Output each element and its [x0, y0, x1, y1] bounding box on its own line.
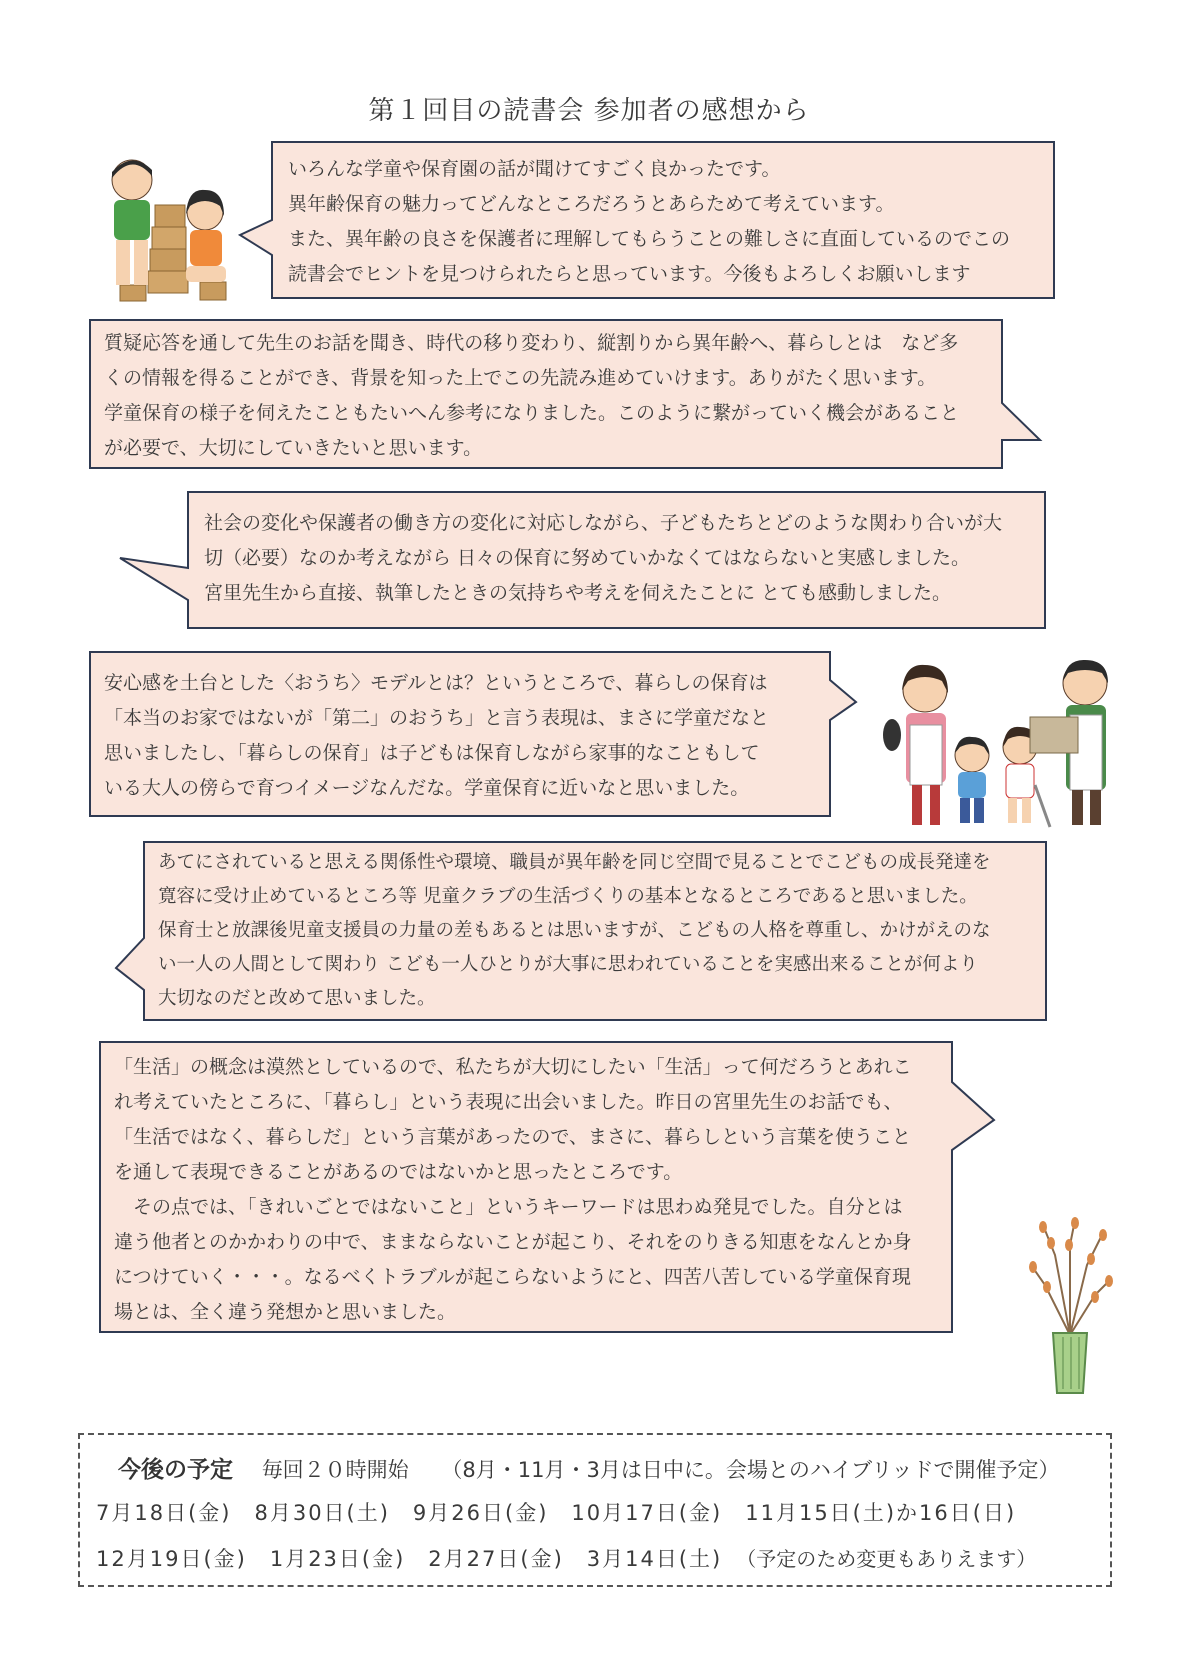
family-housework-illustration [880, 655, 1130, 835]
comment-line: れ考えていたところに、「暮らし」という表現に出会いました。昨日の宮里先生のお話でも、 [114, 1091, 903, 1113]
comment-line: 場とは、全く違う発想かと思いました。 [114, 1301, 457, 1323]
comment-line: くの情報を得ることができ、背景を知った上でこの先読み進めていけます。ありがたく思います。 [104, 367, 937, 389]
comment-bubble-3 [118, 490, 1048, 630]
comment-line: また、異年齢の良さを保護者に理解してもらうことの難しさに直面しているのでこの [288, 228, 1011, 250]
comment-line: 質疑応答を通して先生のお話を聞き、時代の移り変わり、縦割りから異年齢へ、暮らしとは など多 [104, 332, 959, 354]
schedule-header [118, 1451, 1060, 1484]
schedule-box [78, 1433, 1112, 1587]
comment-bubble-6 [98, 1040, 998, 1334]
plant-vase-illustration [1025, 1215, 1115, 1395]
comment-line: 「本当のお家ではないが「第二」のおうち」と言う表現は、まさに学童だなと [104, 707, 770, 729]
schedule-note: （8月・11月・3月は日中に。会場とのハイブリッドで開催予定） [441, 1458, 1060, 1482]
comment-line: 学童保育の様子を伺えたこともたいへん参考になりました。このように繋がっていく機会があること [104, 402, 960, 424]
comment-line: あてにされていると思える関係性や環境、職員が異年齢を同じ空間で見ることでこどもの成長発達を [158, 852, 991, 873]
schedule-title: 今後の予定 [118, 1457, 233, 1483]
page-title: 第１回目の読書会 参加者の感想から [368, 96, 810, 126]
comment-line: 異年齢保育の魅力ってどんなところだろうとあらためて考えています。 [288, 193, 895, 215]
comment-line: 寛容に受け止めているところ等 児童クラブの生活づくりの基本となるところであると思いました。 [158, 886, 978, 907]
comment-line: 思いましたし、「暮らしの保育」は子どもは保育しながら家事的なこともして [104, 742, 760, 764]
schedule-caveat: （予定のため変更もありえます） [736, 1547, 1037, 1571]
comment-line: い一人の人間として関わり こども一人ひとりが大事に思われていることを実感出来ることが何より [158, 954, 978, 975]
comment-line: 宮里先生から直接、執筆したときの気持ちや考えを伺えたことに とても感動しました。 [204, 582, 952, 604]
schedule-dates-row-1: 7月18日(金) 8月30日(土) 9月26日(金) 10月17日(金) 11月15日(土)か16日(日) [96, 1501, 1017, 1525]
comment-line: いろんな学童や保育園の話が聞けてすごく良かったです。 [288, 158, 781, 180]
comment-line: を通して表現できることがあるのではないかと思ったところです。 [114, 1161, 683, 1183]
comment-bubble-4 [88, 650, 858, 818]
comment-line: につけていく・・・。なるべくトラブルが起こらないようにと、四苦八苦している学童保育現 [114, 1266, 911, 1288]
comment-line: その点では、「きれいごとではないこと」というキーワードは思わぬ発見でした。自分とは [114, 1196, 903, 1218]
comment-line: 保育士と放課後児童支援員の力量の差もあるとは思いますが、こどもの人格を尊重し、かけがえのな [158, 920, 991, 941]
schedule-start-time: 毎回２０時開始 [261, 1458, 409, 1482]
comment-line: 読書会でヒントを見つけられたらと思っています。今後もよろしくお願いします [288, 263, 971, 285]
children-blocks-illustration [100, 150, 240, 310]
comment-bubble-1 [238, 140, 1058, 300]
comment-line: いる大人の傍らで育つイメージなんだな。学童保育に近いなと思いました。 [104, 777, 750, 799]
comment-line: 「生活ではなく、暮らしだ」という言葉があったので、まさに、暮らしという言葉を使うこと [114, 1126, 912, 1148]
comment-bubble-2 [88, 318, 1043, 470]
comment-line: が必要で、大切にしていきたいと思います。 [104, 437, 483, 459]
schedule-dates-row-2 [96, 1543, 1036, 1573]
comment-line: 社会の変化や保護者の働き方の変化に対応しながら、子どもたちとどのような関わり合いが大 [204, 512, 1003, 534]
comment-line: 違う他者とのかかわりの中で、ままならないことが起こり、それをのりきる知恵をなんとか身 [114, 1231, 912, 1253]
comment-line: 安心感を土台とした〈おうち〉モデルとは？というところで、暮らしの保育は [104, 672, 768, 694]
comment-line: 切（必要）なのか考えながら 日々の保育に努めていかなくてはならないと実感しました。 [204, 547, 971, 569]
schedule-dates-row-2-text: 12月19日(金) 1月23日(金) 2月27日(金) 3月14日(土) [96, 1547, 723, 1571]
comment-line: 大切なのだと改めて思いました。 [158, 988, 436, 1009]
comment-bubble-5 [114, 840, 1049, 1022]
comment-line: 「生活」の概念は漠然としているので、私たちが大切にしたい「生活」って何だろうとあれこ [114, 1056, 912, 1078]
